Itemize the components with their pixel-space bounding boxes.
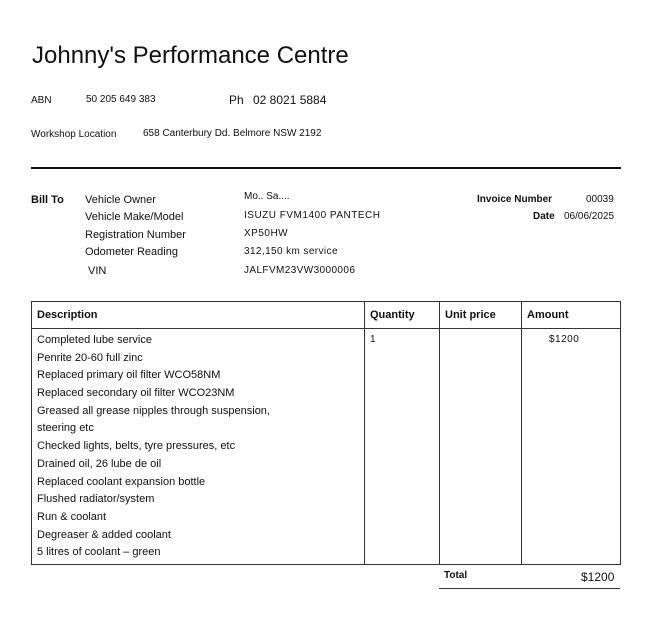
workshop-value: 658 Canterbury Dd. Belmore NSW 2192 [143,128,322,139]
description-line: Replaced coolant expansion bottle [37,475,206,488]
invoice-date-label: Date [533,211,555,222]
bill-to-label: Bill To [31,194,64,206]
header-amount: Amount [527,309,569,321]
description-line: Penrite 20-60 full zinc [37,351,143,364]
registration-value: XP50HW [244,228,289,239]
description-list [37,334,270,564]
description-line: steering etc [37,422,94,435]
description-line: Drained oil, 26 lube de oil [37,457,162,470]
description-line: Degreaser & added coolant [37,528,171,541]
items-table [31,301,621,565]
vin-value: JALFVM23VW3000006 [244,265,356,276]
column-divider [364,302,365,564]
odometer-value: 312,150 km service [244,246,338,257]
total-label: Total [444,570,468,581]
total-underline [439,588,620,589]
vin-label: VIN [88,265,107,277]
description-line: Completed lube service [37,334,152,346]
description-line: Run & coolant [37,510,107,523]
company-name: Johnny's Performance Centre [32,42,349,69]
description-line: Replaced secondary oil filter WCO23NM [37,387,235,400]
vehicle-make-label: Vehicle Make/Model [85,211,184,223]
odometer-label: Odometer Reading [85,246,178,258]
header-quantity: Quantity [370,309,415,321]
invoice-number-label: Invoice Number [477,194,553,205]
description-line: Flushed radiator/system [37,493,155,506]
phone-label: Ph [229,93,244,107]
registration-label: Registration Number [85,229,186,241]
invoice-number-value: 00039 [586,194,614,205]
header-divider [31,167,621,169]
description-line: Replaced primary oil filter WCO58NM [37,369,221,382]
header-row-divider [32,328,620,329]
total-value: $1200 [581,570,615,584]
description-line: Greased all grease nipples through suspension, [37,404,270,417]
phone-value: 02 8021 5884 [253,93,327,107]
amount-value: $1200 [549,334,580,345]
abn-value: 50 205 649 383 [86,94,156,105]
vehicle-owner-value: Mo.. Sa.... [244,191,290,202]
abn-label: ABN [31,95,52,106]
header-unit-price: Unit price [445,309,496,321]
invoice-date-value: 06/06/2025 [564,211,615,222]
vehicle-owner-label: Vehicle Owner [85,194,156,206]
workshop-label: Workshop Location [31,129,117,140]
column-divider [521,302,522,564]
quantity-value: 1 [370,334,376,345]
description-line: 5 litres of coolant – green [37,546,161,559]
column-divider [439,302,440,564]
header-description: Description [37,309,98,321]
vehicle-make-value: ISUZU FVM1400 PANTECH [244,210,381,221]
description-line: Checked lights, belts, tyre pressures, etc [37,440,236,453]
